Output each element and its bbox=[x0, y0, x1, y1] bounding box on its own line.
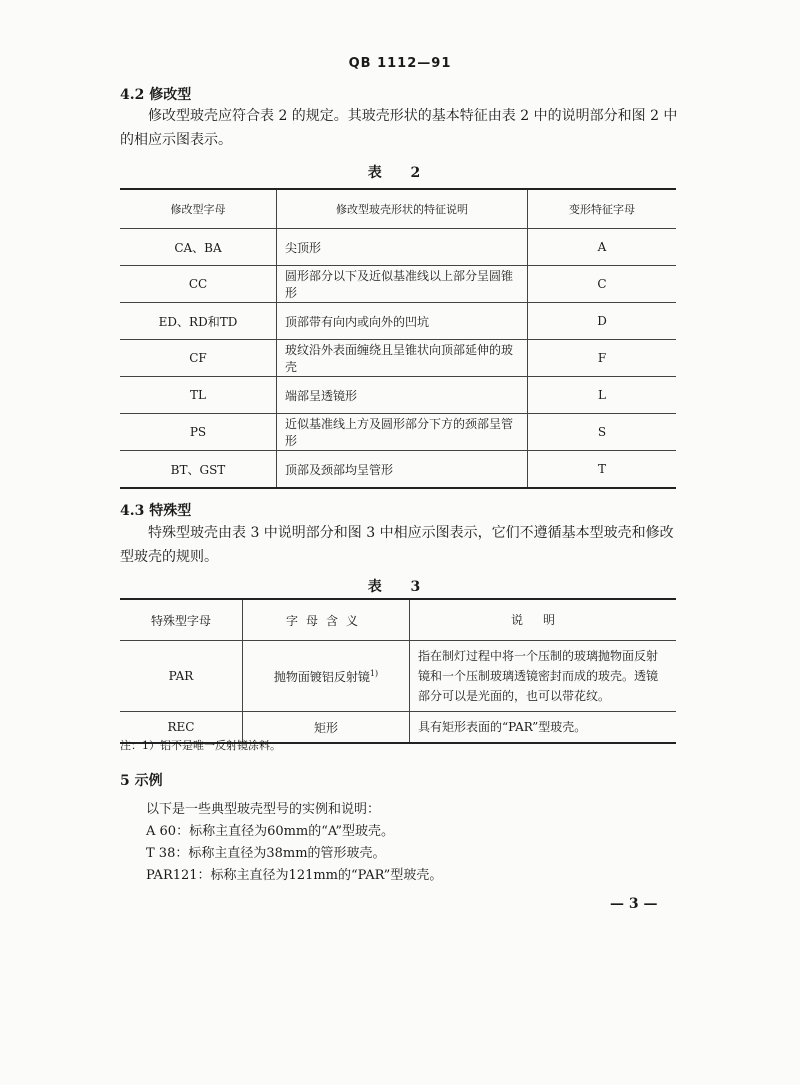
table-row bbox=[120, 377, 676, 414]
letter-meaning bbox=[243, 641, 410, 712]
feature-letter: C bbox=[528, 266, 677, 303]
shape-description: 玻纹沿外表面缠绕且呈锥状向顶部延伸的玻壳 bbox=[277, 340, 528, 377]
feature-letter: A bbox=[528, 229, 677, 266]
modified-type-letters: TL bbox=[120, 377, 277, 414]
section-4-2-heading: 4.2 修改型 bbox=[120, 87, 192, 103]
column-header: 说明 bbox=[410, 599, 677, 641]
table-header-row bbox=[120, 599, 676, 641]
standard-header: QB 1112—91 bbox=[348, 56, 452, 71]
shape-description: 顶部及颈部均呈管形 bbox=[277, 451, 528, 489]
section-4-3-paragraph: 特殊型玻壳由表 3 中说明部分和图 3 中相应示图表示，它们不遵循基本型玻壳和修改型玻壳的规则。 bbox=[120, 525, 674, 565]
description: 指在制灯过程中将一个压制的玻璃抛物面反射镜和一个压制玻璃透镜密封而成的玻壳。透镜部分可以是光面的，也可以带花纹。 bbox=[410, 641, 677, 712]
table-row bbox=[120, 641, 676, 712]
modified-type-letters: PS bbox=[120, 414, 277, 451]
example-line: T 38：标称主直径为38mm的管形玻壳。 bbox=[146, 846, 386, 861]
table-3-caption: 表 3 bbox=[367, 579, 433, 595]
table-3 bbox=[120, 598, 676, 744]
shape-description: 顶部带有向内或向外的凹坑 bbox=[277, 303, 528, 340]
shape-description: 端部呈透镜形 bbox=[277, 377, 528, 414]
special-type-letters: REC bbox=[120, 712, 243, 744]
special-type-letters: PAR bbox=[120, 641, 243, 712]
shape-description: 圆形部分以下及近似基准线以上部分呈圆锥形 bbox=[277, 266, 528, 303]
table-row bbox=[120, 451, 676, 489]
description: 具有矩形表面的“PAR”型玻壳。 bbox=[410, 712, 677, 744]
column-header: 字母含义 bbox=[243, 599, 410, 641]
section-4-2-paragraph: 修改型玻壳应符合表 2 的规定。其玻壳形状的基本特征由表 2 中的说明部分和图 2 中的相应示图表示。 bbox=[120, 108, 678, 148]
feature-letter: F bbox=[528, 340, 677, 377]
section-4-3-heading: 4.3 特殊型 bbox=[120, 503, 192, 519]
footnote-marker: 1) bbox=[369, 668, 379, 678]
table-row bbox=[120, 340, 676, 377]
feature-letter: D bbox=[528, 303, 677, 340]
modified-type-letters: CF bbox=[120, 340, 277, 377]
modified-type-letters: CA、BA bbox=[120, 229, 277, 266]
column-header: 修改型玻壳形状的特征说明 bbox=[277, 189, 528, 229]
table-row bbox=[120, 266, 676, 303]
table-row bbox=[120, 414, 676, 451]
table-header-row bbox=[120, 189, 676, 229]
feature-letter: T bbox=[528, 451, 677, 489]
table-row bbox=[120, 303, 676, 340]
table-3-footnote: 注：1）铝不是唯一反射镜涂料。 bbox=[120, 739, 281, 752]
table-2 bbox=[120, 188, 676, 489]
shape-description: 尖顶形 bbox=[277, 229, 528, 266]
example-line: A 60：标称主直径为60mm的“A”型玻壳。 bbox=[146, 824, 395, 839]
column-header: 修改型字母 bbox=[120, 189, 277, 229]
column-header: 变形特征字母 bbox=[528, 189, 677, 229]
modified-type-letters: CC bbox=[120, 266, 277, 303]
feature-letter: S bbox=[528, 414, 677, 451]
letter-meaning: 矩形 bbox=[243, 712, 410, 744]
modified-type-letters: BT、GST bbox=[120, 451, 277, 489]
shape-description: 近似基准线上方及圆形部分下方的颈部呈管形 bbox=[277, 414, 528, 451]
page-number: — 3 — bbox=[610, 896, 658, 912]
letter-meaning-text: 抛物面镀铝反射镜 bbox=[273, 669, 370, 684]
example-line: PAR121：标称主直径为121mm的“PAR”型玻壳。 bbox=[146, 868, 443, 883]
examples-intro: 以下是一些典型玻壳型号的实例和说明： bbox=[146, 802, 381, 817]
modified-type-letters: ED、RD和TD bbox=[120, 303, 277, 340]
column-header: 特殊型字母 bbox=[120, 599, 243, 641]
table-row bbox=[120, 229, 676, 266]
feature-letter: L bbox=[528, 377, 677, 414]
section-5-heading: 5 示例 bbox=[120, 773, 163, 789]
table-2-caption: 表 2 bbox=[367, 165, 433, 181]
